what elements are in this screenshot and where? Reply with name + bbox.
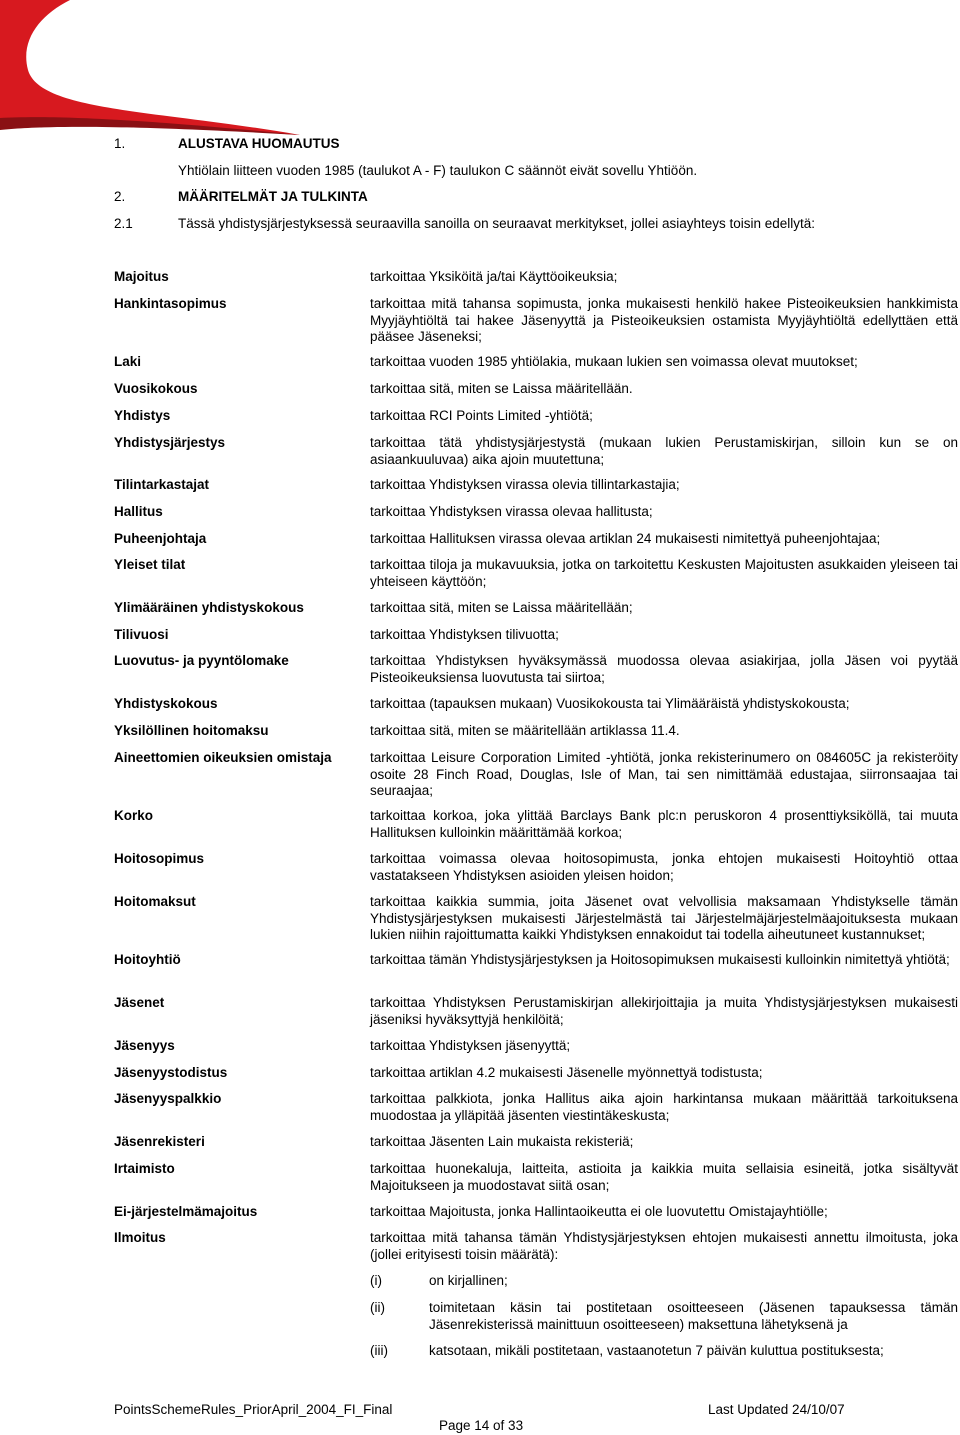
definition-term: Hallitus xyxy=(114,504,163,519)
definition-text: tarkoittaa RCI Points Limited -yhtiötä; xyxy=(370,408,593,423)
rci-logo xyxy=(0,0,300,140)
definition-term: Tilintarkastajat xyxy=(114,477,210,492)
definition-text: tarkoittaa Leisure Corporation Limited -yhtiötä, jonka rekisterinumero on 084605C ja rekisteröity osoite 28 Finch Road, Douglas, Isle of Man, tai sen nimittämää edustajaa, siirronsaajaa tai seuraajaa; xyxy=(370,750,958,798)
definition-text: tarkoittaa vuoden 1985 yhtiölakia, mukaan lukien sen voimassa olevat muutokset; xyxy=(370,354,858,369)
section-1-title: ALUSTAVA HUOMAUTUS xyxy=(178,136,340,151)
definition-term: Vuosikokous xyxy=(114,381,198,396)
clause-number: 2.1 xyxy=(114,216,133,231)
definition-term: Hoitomaksut xyxy=(114,894,196,909)
subitem-label: (iii) xyxy=(370,1343,388,1358)
definition-term: Irtaimisto xyxy=(114,1161,175,1176)
subitem-text: on kirjallinen; xyxy=(429,1273,508,1288)
definition-text: tarkoittaa palkkiota, jonka Hallitus aika ajoin harkintansa mukaan määrittää tarkoituksena muodostaa ja ylläpitää jäsenten viestintäkeskusta; xyxy=(370,1091,958,1123)
definition-term: Yleiset tilat xyxy=(114,557,186,572)
definition-term: Hankintasopimus xyxy=(114,296,227,311)
definition-text: tarkoittaa Yhdistyksen hyväksymässä muodossa olevaa asiakirjaa, jolla Jäsen voi pyytää Pisteoikeuksiensa luovutusta tai siirtoa; xyxy=(370,653,958,685)
footer-last-updated: Last Updated 24/10/07 xyxy=(708,1402,845,1417)
section-2-number: 2. xyxy=(114,189,126,204)
clause-text: Tässä yhdistysjärjestyksessä seuraavilla sanoilla on seuraavat merkitykset, jollei asiayhteys toisin edellytä: xyxy=(178,216,816,231)
definition-text: tarkoittaa tämän Yhdistysjärjestyksen ja Hoitosopimuksen mukaisesti kulloinkin nimitettyä yhtiötä; xyxy=(370,952,950,967)
definition-text: tarkoittaa sitä, miten se Laissa määritellään; xyxy=(370,600,633,615)
definition-term: Ei-järjestelmämajoitus xyxy=(114,1204,258,1219)
definition-term: Puheenjohtaja xyxy=(114,531,207,546)
definition-term: Laki xyxy=(114,354,142,369)
definition-text: tarkoittaa huonekaluja, laitteita, astioita ja kaikkia muita sellaisia esineitä, jotka sisältyvät Majoitukseen ja muodostavat siitä osan; xyxy=(370,1161,958,1193)
subitem-label: (i) xyxy=(370,1273,382,1288)
definition-term: Aineettomien oikeuksien omistaja xyxy=(114,750,332,765)
definition-text: tarkoittaa Yhdistyksen virassa olevaa hallitusta; xyxy=(370,504,653,519)
definition-term: Tilivuosi xyxy=(114,627,169,642)
definition-term: Hoitosopimus xyxy=(114,851,204,866)
definition-text: tarkoittaa voimassa olevaa hoitosopimusta, jonka ehtojen mukaisesti Hoitoyhtiö ottaa vastatakseen Yhdistyksen asioiden yleisen hoidon; xyxy=(370,851,958,883)
definition-term: Yhdistyskokous xyxy=(114,696,218,711)
section-1-number: 1. xyxy=(114,136,126,151)
definition-text: tarkoittaa mitä tahansa sopimusta, jonka mukaisesti henkilö hakee Pisteoikeuksien hankkimista Myyjäyhtiöltä tai hakee Jäsenyyttä ja Pisteoikeuksien ostamista Myyjäyhtiöltä edellyttäen että pääsee Jäseneksi; xyxy=(370,296,958,344)
definition-text: tarkoittaa (tapauksen mukaan) Vuosikokousta tai Ylimääräistä yhdistyskokousta; xyxy=(370,696,850,711)
definition-term: Yksilöllinen hoitomaksu xyxy=(114,723,269,738)
definition-term: Yhdistysjärjestys xyxy=(114,435,226,450)
definition-text: tarkoittaa mitä tahansa tämän Yhdistysjärjestyksen ehtojen mukaisesti annettu ilmoitusta, joka (jollei erityisesti toisin määrätä): xyxy=(370,1230,958,1262)
footer-page-number: Page 14 of 33 xyxy=(439,1418,524,1433)
definition-text: tarkoittaa sitä, miten se määritellään artiklassa 11.4. xyxy=(370,723,680,738)
definition-term: Ylimääräinen yhdistyskokous xyxy=(114,600,304,615)
definition-term: Luovutus- ja pyyntölomake xyxy=(114,653,289,668)
definition-text: tarkoittaa kaikkia summia, joita Jäsenet ovat velvollisia maksamaan Yhdistykselle tämän Yhdistysjärjestyksen mukaisesti Järjestelmästä tai Järjestelmäjärjestelmäajoituksesta mukaan lukien niihin rajoittumatta kaikki Yhdistyksen ennakoidut tai todella aiheutuneet kustannukset; xyxy=(370,894,958,942)
subitem-label: (ii) xyxy=(370,1300,385,1315)
subitem-text: katsotaan, mikäli postitetaan, vastaanotetun 7 päivän kuluttua postituksesta; xyxy=(429,1343,884,1358)
logo-text: RCI xyxy=(40,31,116,80)
definition-text: tarkoittaa Yhdistyksen jäsenyyttä; xyxy=(370,1038,571,1053)
definition-term: Jäsenet xyxy=(114,995,165,1010)
definition-term: Jäsenyys xyxy=(114,1038,175,1053)
definition-text: tarkoittaa korkoa, joka ylittää Barclays Bank plc:n peruskoron 4 prosenttiyksiköllä, tai muuta Hallituksen kulloinkin määrittämää korkoa; xyxy=(370,808,958,840)
definition-text: tarkoittaa sitä, miten se Laissa määritellään. xyxy=(370,381,633,396)
section-2-title: MÄÄRITELMÄT JA TULKINTA xyxy=(178,189,368,204)
intro-text: Yhtiölain liitteen vuoden 1985 (taulukot A - F) taulukon C säännöt eivät sovellu Yhtiöön. xyxy=(178,163,698,178)
definition-text: tarkoittaa artiklan 4.2 mukaisesti Jäsenelle myönnettyä todistusta; xyxy=(370,1065,763,1080)
definition-term: Hoitoyhtiö xyxy=(114,952,181,967)
definition-text: tarkoittaa Jäsenten Lain mukaista rekisteriä; xyxy=(370,1134,634,1149)
definition-term: Jäsenyystodistus xyxy=(114,1065,228,1080)
definition-text: tarkoittaa Majoitusta, jonka Hallintaoikeutta ei ole luovutettu Omistajayhtiölle; xyxy=(370,1204,828,1219)
definition-term: Korko xyxy=(114,808,154,823)
definition-text: tarkoittaa Hallituksen virassa olevaa artiklan 24 mukaisesti nimitettyä puheenjohtajaa; xyxy=(370,531,881,546)
definition-term: Majoitus xyxy=(114,269,169,284)
subitem-text: toimitetaan käsin tai postitetaan osoitteeseen (Jäsenen tapauksessa tämän Jäsenrekisterissä mainittuun osoitteeseen) maksettuna lähetyksenä ja xyxy=(429,1300,958,1332)
footer-filename: PointsSchemeRules_PriorApril_2004_FI_Final xyxy=(114,1402,393,1417)
definition-text: tarkoittaa tiloja ja mukavuuksia, jotka on tarkoitettu Keskusten Majoitusten asukkaiden yleiseen tai yhteiseen käyttöön; xyxy=(370,557,958,589)
definition-text: tarkoittaa tätä yhdistysjärjestystä (mukaan lukien Perustamiskirjan, silloin kun se on asiaankuuluvaa) aika ajoin muutettuna; xyxy=(370,435,958,467)
definition-term: Jäsenrekisteri xyxy=(114,1134,205,1149)
definition-text: tarkoittaa Yksiköitä ja/tai Käyttöoikeuksia; xyxy=(370,269,618,284)
definition-text: tarkoittaa Yhdistyksen tilivuotta; xyxy=(370,627,559,642)
definition-text: tarkoittaa Yhdistyksen Perustamiskirjan allekirjoittajia ja muita Yhdistysjärjestyksen mukaisesti jäseniksi hyväksyttyjä henkilöitä; xyxy=(370,995,958,1027)
definition-term: Ilmoitus xyxy=(114,1230,166,1245)
definition-term: Jäsenyyspalkkio xyxy=(114,1091,222,1106)
definition-term: Yhdistys xyxy=(114,408,171,423)
definition-text: tarkoittaa Yhdistyksen virassa olevia tillintarkastajia; xyxy=(370,477,680,492)
